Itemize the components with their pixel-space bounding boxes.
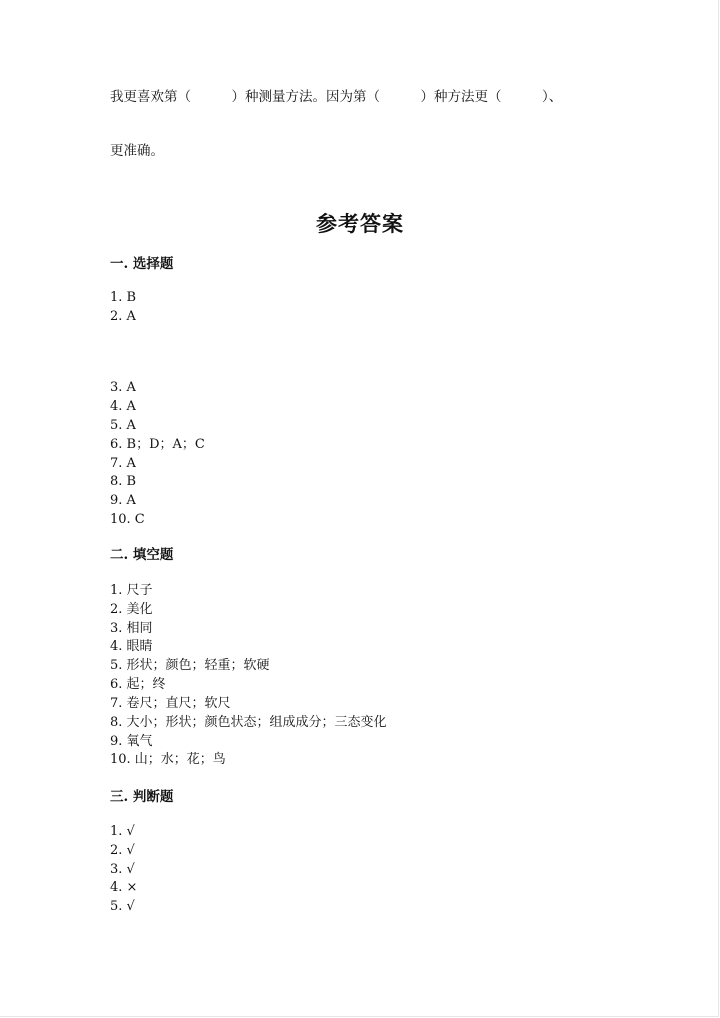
answer-item: 6. B；D；A；C (110, 437, 205, 452)
answer-item: 4. 眼睛 (110, 639, 153, 654)
question-line-1: 我更喜欢第（ ）种测量方法。因为第（ ）种方法更（ ）、 (110, 89, 563, 105)
question-line-2: 更准确。 (110, 143, 164, 159)
answer-item: 1. √ (110, 824, 135, 839)
answer-item: 10. C (110, 512, 145, 527)
answer-item: 2. 美化 (110, 602, 153, 617)
answer-title: 参考答案 (316, 211, 404, 236)
answer-item: 2. A (110, 309, 136, 324)
section-heading-choice: 一. 选择题 (110, 256, 174, 272)
answer-item: 4. × (110, 880, 138, 895)
answer-item: 7. 卷尺；直尺；软尺 (110, 696, 231, 711)
answer-item: 9. 氧气 (110, 734, 153, 749)
section-heading-fill: 二. 填空题 (110, 547, 174, 563)
answer-item: 2. √ (110, 843, 135, 858)
answer-item: 8. 大小；形状；颜色状态；组成成分；三态变化 (110, 715, 387, 730)
answer-item: 8. B (110, 474, 137, 489)
answer-item: 7. A (110, 456, 136, 471)
answer-item: 5. √ (110, 899, 135, 914)
answer-item: 9. A (110, 493, 136, 508)
section-heading-judge: 三. 判断题 (110, 789, 174, 805)
answer-item: 3. √ (110, 862, 135, 877)
answer-item: 3. A (110, 380, 136, 395)
answer-item: 5. 形状；颜色；轻重；软硬 (110, 658, 270, 673)
answer-item: 1. 尺子 (110, 583, 153, 598)
answer-item: 1. B (110, 290, 137, 305)
answer-item: 10. 山；水；花；鸟 (110, 752, 226, 767)
answer-item: 4. A (110, 399, 136, 414)
answer-item: 6. 起；终 (110, 677, 166, 692)
answer-item: 3. 相同 (110, 621, 153, 636)
answer-item: 5. A (110, 418, 136, 433)
